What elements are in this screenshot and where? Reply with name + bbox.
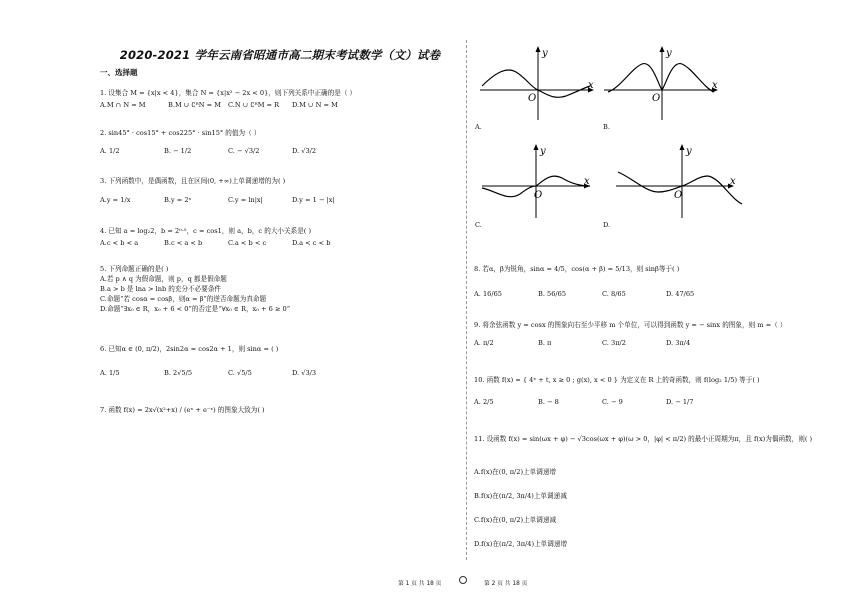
graph-d-label: D.	[603, 221, 611, 229]
graph-b-label: B.	[603, 123, 610, 131]
question-stem: 5. 下列命题正确的是( )	[100, 265, 169, 273]
question-stem: 7. 函数 f(x) = 2x√(x²+x) / (eˣ + e⁻ˣ) 的图象大致为( )	[100, 406, 265, 414]
binding-circle-icon	[459, 576, 467, 584]
question-stem: 3. 下列函数中，是偶函数，且在区间(0, +∞)上单调递增的为( )	[100, 177, 286, 185]
option-d: D.y = 1 − |x|	[292, 196, 335, 204]
option-d: D. 3π/4	[666, 339, 691, 347]
option-b: B.y = 2ˣ	[164, 196, 192, 204]
option-a: A.M ∩ N = M	[100, 101, 146, 109]
question-stem: 6. 已知α ∈ (0, π/2)，2sin2α = cos2α + 1，则 sinα = ( )	[100, 345, 279, 353]
graph-a	[476, 44, 598, 122]
option-a: A. 16/65	[474, 290, 502, 298]
question-10	[474, 375, 760, 385]
question-stem: 1. 设集合 M = {x|x < 4}，集合 N = {x|x² − 2x < 0}，则下列关系中正确的是（ ）	[100, 89, 357, 97]
statement-d: D.命题“∃x₀ ∈ R，x₀ + 6 < 0”的否定是“∀x₀ ∈ R，x₀ + 6 ≥ 0”	[100, 305, 291, 313]
question-4	[100, 226, 311, 236]
statement-c: C.命题“若 cosα = cosβ，则α = β”的逆否命题为真命题	[100, 295, 267, 303]
question-stem: 2. sin45° · cos15° + cos225° · sin15° 的值为（ ）	[100, 129, 261, 137]
question-7	[100, 405, 265, 415]
option-b: B. − 8	[538, 398, 559, 406]
svg-text:O: O	[652, 93, 661, 104]
graph-a-label: A.	[475, 123, 482, 131]
svg-text:O: O	[528, 93, 537, 104]
option-b: B. 2√5/5	[164, 369, 193, 377]
question-2	[100, 128, 260, 138]
question-9	[474, 320, 786, 330]
graph-d	[612, 142, 746, 220]
option-b: B. 56/65	[538, 290, 567, 298]
svg-text:y: y	[542, 48, 548, 59]
option-d: D. − 1/7	[666, 398, 694, 406]
svg-text:y: y	[540, 146, 546, 157]
option-a: A. π/2	[474, 339, 494, 347]
option-b: B. π	[538, 339, 552, 347]
option-a: A.f(x)在(0, π/2)上单调递增	[474, 468, 557, 476]
option-c: C.a < b < c	[228, 239, 267, 247]
question-3	[100, 176, 285, 186]
section-heading: 一、选择题	[100, 68, 138, 77]
exam-title: 2020-2021 学年云南省昭通市高二期末考试数学（文）试卷	[119, 48, 441, 62]
option-b: B.c < a < b	[164, 239, 203, 247]
option-d: D.a < c < b	[292, 239, 331, 247]
svg-text:x: x	[712, 80, 718, 91]
option-b: B. − 1/2	[164, 147, 192, 155]
question-11	[474, 434, 812, 444]
option-c: C.N ∪ ∁ᴿM = R	[228, 101, 280, 109]
option-d: D. √3/3	[292, 369, 317, 377]
option-b: B.M ∪ ∁ᴿN = M	[168, 101, 221, 109]
svg-text:O: O	[674, 190, 683, 201]
question-11-options	[474, 460, 567, 556]
graph-c-label: C.	[475, 221, 482, 229]
svg-text:y: y	[686, 146, 692, 157]
option-c: C.y = ln|x|	[228, 196, 263, 204]
option-a: A. 2/5	[474, 398, 494, 406]
question-8	[474, 264, 679, 274]
svg-text:x: x	[730, 176, 736, 187]
option-c: C.f(x)在(0, π/2)上单调递减	[474, 516, 557, 524]
svg-text:x: x	[584, 176, 590, 187]
question-6	[100, 344, 278, 354]
option-a: A. 1/2	[100, 147, 120, 155]
option-d: D. 47/65	[666, 290, 695, 298]
question-1	[100, 88, 356, 98]
question-stem: 11. 设函数 f(x) = sin(ωx + φ) − √3cos(ωx + φ)(ω > 0，|φ| < π/2) 的最小正周期为π，且 f(x)为偶函数，则( )	[474, 435, 813, 443]
option-c: C. 8/65	[602, 290, 626, 298]
graph-b	[600, 44, 722, 122]
svg-text:y: y	[666, 48, 672, 59]
option-a: A.y = 1/x	[100, 196, 131, 204]
option-d: D.M ∪ N = M	[292, 101, 338, 109]
option-a: A. 1/5	[100, 369, 120, 377]
question-stem: 10. 函数 f(x) = { 4ˣ + t, x ≥ 0 ; g(x), x < 0 } 为定义在 R 上的奇函数，则 f(log₂ 1/5) 等于( )	[474, 376, 760, 384]
option-a: A.c < b < a	[100, 239, 139, 247]
option-c: C. − 9	[602, 398, 623, 406]
question-stem: 8. 若α，β为锐角，sinα = 4/5，cos(α + β) = 5/13，则 sinβ等于( )	[474, 265, 680, 273]
option-d: D. √3/2	[292, 147, 317, 155]
page-divider	[466, 40, 467, 560]
statement-b: B.a > b 是 lna > lnb 的充分不必要条件	[100, 285, 222, 293]
question-stem: 9. 将余弦函数 y = cosx 的图象向右至少平移 m 个单位，可以得到函数 y = − sinx 的图象，则 m =（ ）	[474, 321, 787, 329]
graph-c	[478, 142, 600, 220]
svg-text:O: O	[534, 190, 543, 201]
svg-text:x: x	[588, 80, 594, 91]
question-stem: 4. 已知 a = log₂2，b = 2⁰·⁵，c = cos1，则 a，b，c 的大小关系是( )	[100, 227, 312, 235]
option-d: D.f(x)在(π/2, 3π/4)上单调递增	[474, 540, 568, 548]
option-c: C. √5/5	[228, 369, 252, 377]
page-number-right: 第 2 页 共 18 页	[484, 581, 528, 587]
page-number-left: 第 1 页 共 18 页	[398, 581, 442, 587]
statement-a: A.若 p ∧ q 为假命题，则 p，q 都是假命题	[100, 275, 227, 283]
option-c: C. − √3/2	[228, 147, 260, 155]
option-b: B.f(x)在(π/2, 3π/4)上单调递减	[474, 492, 567, 500]
question-5	[100, 264, 290, 314]
option-c: C. 3π/2	[602, 339, 626, 347]
